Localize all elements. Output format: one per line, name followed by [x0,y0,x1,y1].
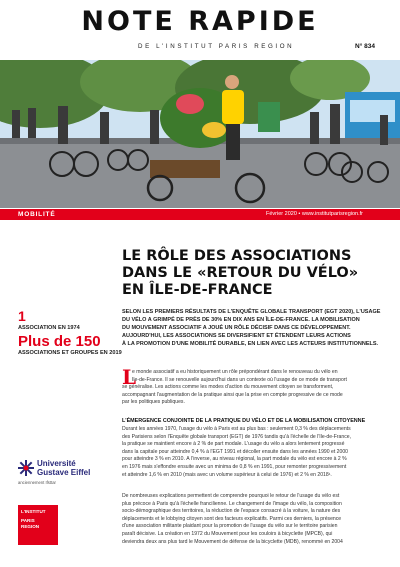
paragraph-line: pour atteindre 3 % en 2010. À l'inverse, au niveau régional, la part modale du vélo est encore à 2 % [122,456,347,463]
headline-line: EN ÎLE-DE-FRANCE [122,282,273,298]
lead-line: DU VÉLO A GRIMPÉ DE PRÈS DE 30% EN DIX ANS EN ÎLE-DE-FRANCE. LA MOBILISATION [122,317,360,323]
body-paragraph [122,493,386,546]
paragraph-line: De nombreuses explications permettent de comprendre pourquoi le retour de l'usage du vélo est [122,493,340,499]
university-mark-icon [18,460,34,476]
paragraph-line: plus précoce à Paris qu'à l'échelle francilienne. Le changement de l'image du vélo, la composition [122,500,342,507]
lead-line: DU MOUVEMENT ASSOCIATIF A JOUÉ UN RÔLE DÉCISIF DANS CE DÉVELOPPEMENT. [122,325,351,331]
drop-cap: L [122,365,137,389]
headline-line: LE RÔLE DES ASSOCIATIONS [122,248,352,264]
category-label: MOBILITÉ [18,210,56,218]
stat-value: Plus de 150 [18,333,101,350]
paragraph-line: la pratique se maintient encore à 2 % de part modale. L'usage du vélo a alors lentement progressé [122,441,345,448]
university-name: Gustave Eiffel [37,468,91,477]
cyclists-photo-icon [0,60,400,208]
paragraph-line: des Parisiens selon l'Enquête globale transport (EGT) de 1976 tandis qu'à l'échelle de l'Île-de-France, [122,433,351,440]
paragraph-line: accompagnant l'augmentation de la pratique ainsi que la prise en compte progressive de ce mode [122,391,343,398]
paragraph-line: par les politiques publiques. [122,399,185,406]
paragraph-line: socio-démographique des territoires, la réduction de l'espace consacré à la voiture, la nature des [122,508,341,515]
paragraph-line: Durant les années 1970, l'usage du vélo à Paris est au plus bas : seulement 0,3 % des déplacements [122,426,351,432]
stat-label: ASSOCIATION EN 1974 [18,325,80,331]
paragraph-line: se généralise. Les actions comme les modes d'action du mouvement citoyen se transforment, [122,384,334,391]
cyclists-photo [0,60,400,208]
paragraph-line: paraît décisive. La création en 1972 du Mouvement pour les couloirs à bicyclette (MPCB), qui [122,530,333,537]
institute-logo-text: PARIS [21,518,35,523]
body-paragraph [122,426,386,479]
masthead [0,0,400,60]
headline-line: DANS LE «RETOUR DU VÉLO» [122,265,359,281]
university-name: Université [37,459,76,468]
lead-line: À LA PROMOTION D'UNE MOBILITÉ DURABLE, EN LIEN AVEC LES ACTEURS INSTITUTIONNELS. [122,341,379,347]
institute-logo-text: REGION [21,524,40,529]
intro-paragraph [122,365,386,407]
paragraph-line: et atteindre 1,6 % en 2010 (mais avec un volume supérieur à celui de 1976) et 2 % en 2018¹. [122,471,332,478]
section-heading: L'ÉMERGENCE CONJOINTE DE LA PRATIQUE DU VÉLO ET DE LA MOBILISATION CITOYENNE [122,418,366,424]
university-logo [18,458,118,486]
stat-value: 1 [18,308,26,324]
paragraph-line: Île-de-France. Il se renouvelle aujourd'hui dans un contexte où l'usage de ce mode de transport [132,376,347,383]
lead-line: AUJOURD'HUI, LES ASSOCIATIONS SE DIVERSIFIENT ET ÉTENDENT LEURS ACTIONS [122,333,351,339]
stat-label: ASSOCIATIONS ET GROUPES EN 2019 [18,350,122,356]
publication-title: NOTE RAPIDE [81,6,319,37]
paragraph-line: en 1976 mais s'effondre ensuite avec un minima de 0,8 % en 1991, pour remonter progressivement [122,463,347,470]
paragraph-line: déplacements et le lobbying citoyen sont des facteurs explicatifs. Parmi ces derniers, la présence [122,515,342,522]
date-and-website: Février 2020 • www.institutparisregion.fr [266,211,363,217]
publication-subtitle: DE L'INSTITUT PARIS REGION [138,43,295,50]
institute-logo [18,505,58,545]
article-headline [122,248,382,299]
lead-line: SELON LES PREMIERS RÉSULTATS DE L'ENQUÊTE GLOBALE TRANSPORT (EGT 2020), L'USAGE [122,309,381,315]
institute-logo-text: L'INSTITUT [21,509,46,514]
issue-number: N° 834 [355,43,375,50]
university-note: anciennement Ifsttar [18,480,56,485]
category-bar [0,209,400,220]
paragraph-line: e monde associatif a eu historiquement un rôle prépondérant dans le renouveau du vélo en [132,369,338,375]
article-lead [122,308,386,348]
paragraph-line: deviendra deux ans plus tard le Mouvement de défense de la bicyclette (MDB), renommé en 2004 [122,538,343,545]
paragraph-line: d'une association militante plaidant pour la promotion de l'usage du vélo sur le territoire parisien [122,523,338,530]
paragraph-line: dans la capitale pour atteindre 0,4 % à l'EGT 1991 et décoller ensuite dans les années 1990 et 2000 [122,448,349,455]
